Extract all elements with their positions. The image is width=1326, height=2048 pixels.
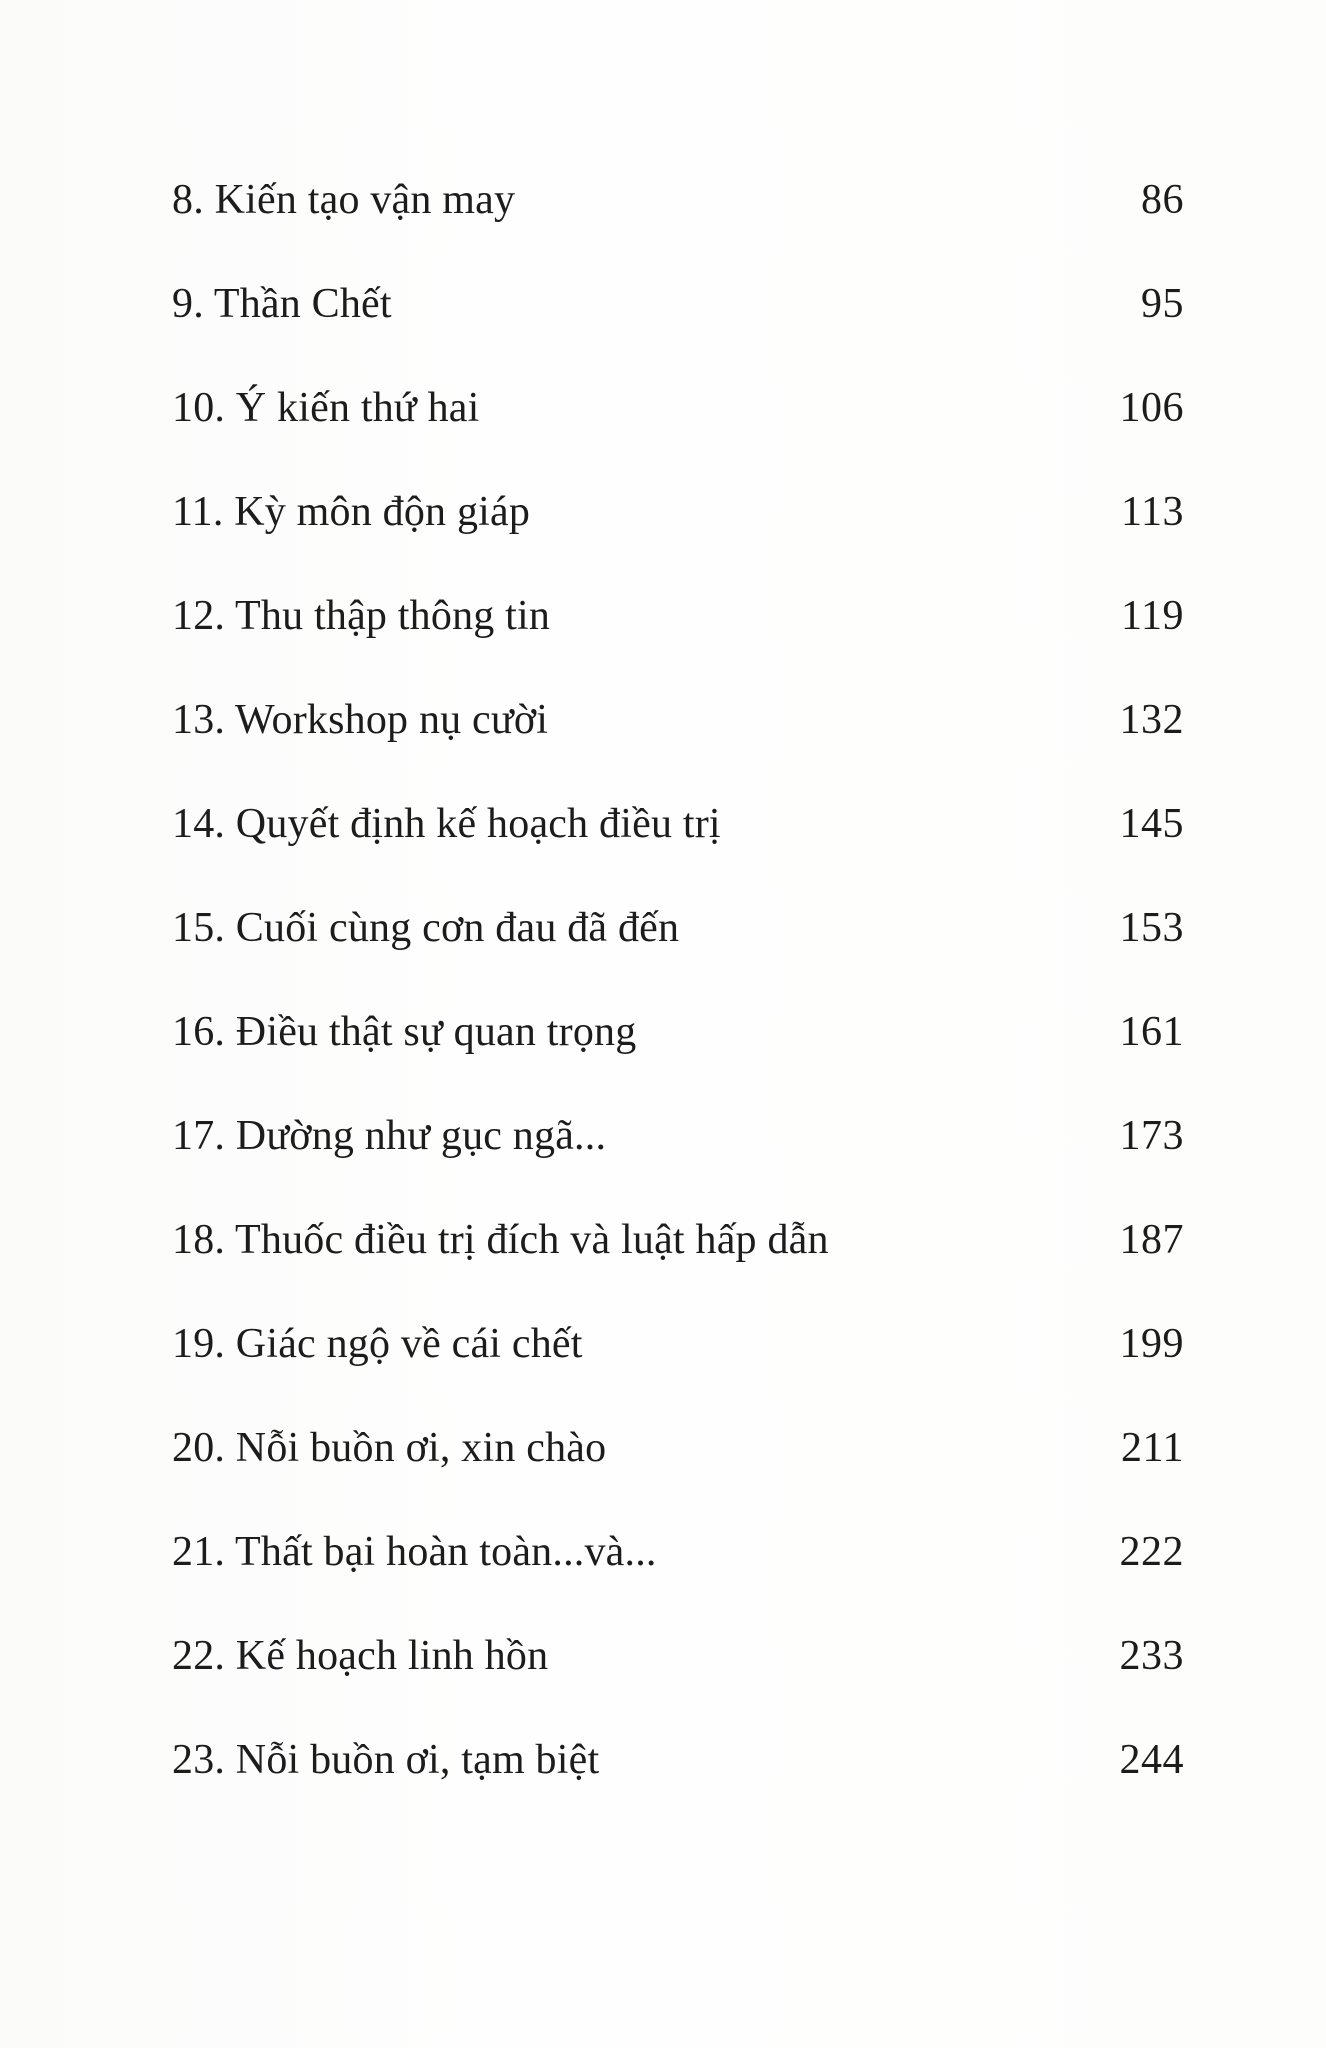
toc-entry-title: 16. Điều thật sự quan trọng [172,1009,637,1055]
toc-entry-page-number: 145 [1119,801,1184,847]
toc-entry-page-number: 161 [1119,1009,1184,1055]
toc-entry-page-number: 153 [1119,905,1184,951]
toc-entry [172,1725,1184,1795]
toc-entry [172,477,1184,547]
toc-entry [172,893,1184,963]
toc-entry-title: 14. Quyết định kế hoạch điều trị [172,801,721,847]
toc-entry-page-number: 119 [1121,593,1184,639]
table-of-contents [0,165,1326,1825]
toc-entry [172,269,1184,339]
toc-entry-page-number: 106 [1119,385,1184,431]
toc-entry [172,1205,1184,1275]
toc-entry [172,1413,1184,1483]
toc-entry-page-number: 233 [1119,1633,1184,1679]
toc-entry [172,1621,1184,1691]
toc-entry-page-number: 132 [1119,697,1184,743]
toc-entry-page-number: 173 [1119,1113,1184,1159]
toc-entry [172,997,1184,1067]
toc-entry [172,1517,1184,1587]
toc-entry-title: 19. Giác ngộ về cái chết [172,1321,583,1367]
toc-entry-title: 11. Kỳ môn độn giáp [172,489,531,535]
toc-entry-title: 15. Cuối cùng cơn đau đã đến [172,905,680,951]
toc-entry-page-number: 244 [1119,1737,1184,1783]
toc-entry-title: 9. Thần Chết [172,281,392,327]
toc-entry-page-number: 222 [1119,1529,1184,1575]
toc-entry-page-number: 113 [1121,489,1184,535]
toc-entry-title: 13. Workshop nụ cười [172,697,549,743]
toc-entry-title: 12. Thu thập thông tin [172,593,551,639]
toc-entry [172,789,1184,859]
toc-entry-page-number: 199 [1119,1321,1184,1367]
toc-entry [172,685,1184,755]
toc-entry-page-number: 187 [1119,1217,1184,1263]
toc-entry-page-number: 211 [1121,1425,1184,1471]
toc-entry-title: 10. Ý kiến thứ hai [172,385,480,431]
toc-entry-page-number: 86 [1141,177,1184,223]
toc-entry-title: 8. Kiến tạo vận may [172,177,516,223]
toc-entry [172,373,1184,443]
toc-entry-title: 22. Kế hoạch linh hồn [172,1633,549,1679]
toc-entry [172,165,1184,235]
toc-entry-title: 18. Thuốc điều trị đích và luật hấp dẫn [172,1217,829,1263]
toc-entry-page-number: 95 [1141,281,1184,327]
toc-entry-title: 20. Nỗi buồn ơi, xin chào [172,1425,607,1471]
toc-entry [172,1101,1184,1171]
toc-entry-title: 21. Thất bại hoàn toàn...và... [172,1529,657,1575]
toc-entry-title: 17. Dường như gục ngã... [172,1113,607,1159]
toc-entry [172,1309,1184,1379]
toc-entry-title: 23. Nỗi buồn ơi, tạm biệt [172,1737,600,1783]
toc-entry [172,581,1184,651]
